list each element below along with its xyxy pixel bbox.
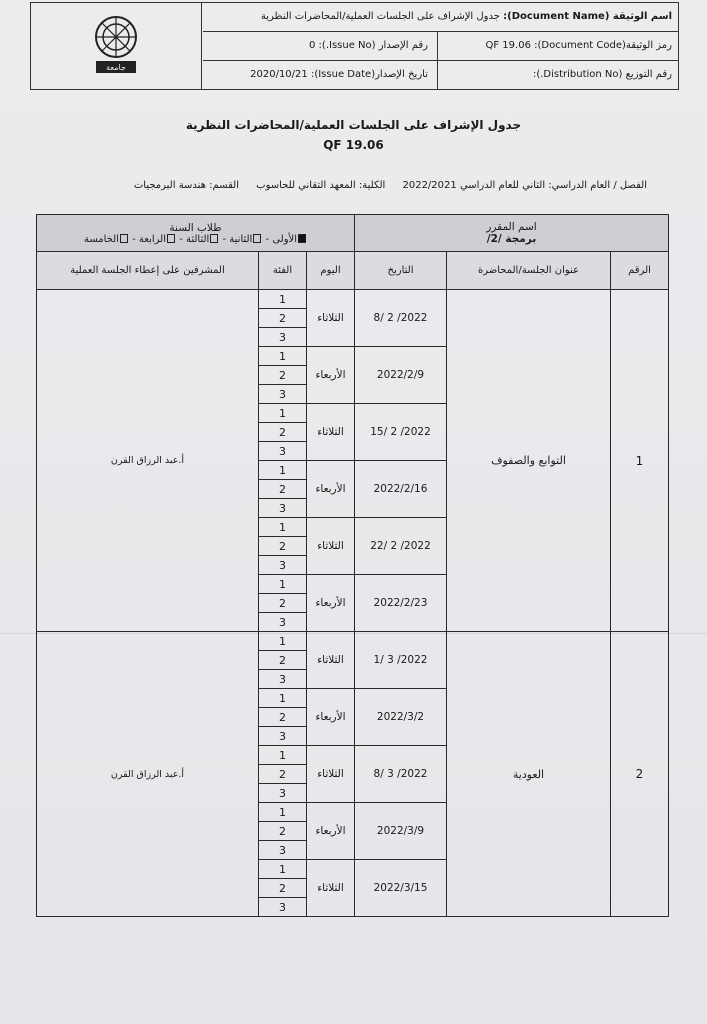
group-number: 1 (259, 632, 307, 651)
doc-name-value: جدول الإشراف على الجلسات العملية/المحاضرات النظرية (260, 11, 500, 22)
col-group-header: الفئة (259, 252, 307, 290)
session-date: 2022/3/9 (355, 803, 447, 860)
col-topic-header: عنوان الجلسة/المحاضرة (447, 252, 611, 290)
session-supervisor: أ.عبد الرزاق القرن (37, 290, 259, 632)
session-day: الثلاثاء (307, 290, 355, 347)
year-checkbox (298, 234, 306, 243)
year-checkbox (120, 234, 128, 243)
group-number: 1 (259, 461, 307, 480)
group-number: 3 (259, 442, 307, 461)
group-number: 3 (259, 727, 307, 746)
session-date: 2022/ 3 /1 (355, 632, 447, 689)
group-number: 3 (259, 328, 307, 347)
issue-date-label: تاريخ الإصدار(Issue Date): (310, 69, 428, 80)
group-number: 1 (259, 575, 307, 594)
year-checkbox (167, 234, 175, 243)
group-number: 2 (259, 309, 307, 328)
group-number: 1 (259, 803, 307, 822)
group-number: 2 (259, 765, 307, 784)
column-header-row (37, 252, 669, 290)
group-number: 2 (259, 366, 307, 385)
session-day: الثلاثاء (307, 860, 355, 917)
session-day: الأربعاء (307, 347, 355, 404)
year-checkbox (210, 234, 218, 243)
group-number: 2 (259, 822, 307, 841)
year-option-label: الأولى (272, 233, 298, 245)
year-option-label: الخامسة (83, 233, 119, 245)
distribution-row (203, 61, 678, 89)
session-date: 2022/ 2 /8 (355, 290, 447, 347)
course-value: برمجة /2/ (486, 233, 537, 245)
college-info: الكلية: المعهد التقاني للحاسوب (256, 180, 386, 191)
group-number: 2 (259, 594, 307, 613)
session-date: 2022/3/15 (355, 860, 447, 917)
university-logo (31, 3, 202, 89)
session-date: 2022/ 2 /15 (355, 404, 447, 461)
col-supervisors-header: المشرفين على إعطاء الجلسة العملية (37, 252, 259, 290)
session-number: 1 (611, 290, 669, 632)
session-day: الثلاثاء (307, 518, 355, 575)
group-number: 2 (259, 708, 307, 727)
group-number: 2 (259, 537, 307, 556)
group-number: 3 (259, 784, 307, 803)
doc-code-value: QF 19.06 (485, 40, 531, 51)
session-date: 2022/ 2 /22 (355, 518, 447, 575)
group-number: 1 (259, 746, 307, 765)
issue-date-value: 2020/10/21 (250, 69, 308, 80)
header-divider (437, 32, 438, 89)
group-number: 2 (259, 879, 307, 898)
doc-name-label: اسم الوثيقة (Document Name): (503, 11, 672, 22)
year-checkbox (253, 234, 261, 243)
group-number: 2 (259, 480, 307, 499)
group-number: 3 (259, 898, 307, 917)
session-number: 2 (611, 632, 669, 917)
group-number: 3 (259, 670, 307, 689)
schedule-table (36, 214, 669, 917)
session-date: 2022/2/9 (355, 347, 447, 404)
page-code: QF 19.06 (323, 138, 384, 152)
document-header (30, 2, 679, 90)
group-number: 1 (259, 347, 307, 366)
year-option-label: الثانية (229, 233, 253, 245)
col-day-header: اليوم (307, 252, 355, 290)
year-option-label: الرابعة (138, 233, 167, 245)
student-year-cell (37, 215, 355, 252)
course-row (37, 215, 669, 252)
course-info (120, 180, 647, 191)
group-number: 3 (259, 556, 307, 575)
session-supervisor: أ.عبد الرزاق القرن (37, 632, 259, 917)
course-label: اسم المقرر (486, 221, 537, 233)
session-day: الثلاثاء (307, 746, 355, 803)
session-day: الأربعاء (307, 689, 355, 746)
issue-no-value: 0 (308, 40, 316, 51)
distribution-label: رقم التوزيع (Distribution No.): (532, 69, 672, 80)
group-number: 1 (259, 689, 307, 708)
group-number: 1 (259, 404, 307, 423)
year-options: الأولى - الثانية - الثالثة - الرابعة - الخامسة (37, 234, 354, 245)
session-date: 2022/3/2 (355, 689, 447, 746)
session-day: الثلاثاء (307, 632, 355, 689)
group-number: 3 (259, 841, 307, 860)
session-topic: التوابع والصفوف (447, 290, 611, 632)
year-option-label: الثالثة (185, 233, 210, 245)
page-fold (0, 633, 707, 634)
group-number: 1 (259, 290, 307, 309)
university-seal-icon (86, 11, 146, 81)
doc-code-row (203, 32, 678, 61)
col-number-header: الرقم (611, 252, 669, 290)
col-date-header: التاريخ (355, 252, 447, 290)
table-row (37, 290, 669, 309)
session-date: 2022/2/16 (355, 461, 447, 518)
group-number: 1 (259, 518, 307, 537)
group-number: 3 (259, 613, 307, 632)
page-title: جدول الإشراف على الجلسات العملية/المحاضرات النظرية (185, 118, 522, 132)
session-day: الثلاثاء (307, 404, 355, 461)
doc-code-label: رمز الوثيقة(Document Code): (534, 40, 672, 51)
table-row (37, 632, 669, 651)
group-number: 3 (259, 499, 307, 518)
session-day: الأربعاء (307, 803, 355, 860)
session-day: الأربعاء (307, 461, 355, 518)
issue-no-label: رقم الإصدار (Issue No.): (318, 40, 428, 51)
course-cell (355, 215, 669, 252)
svg-text:جامعة: جامعة (106, 63, 126, 72)
semester-info: الفصل / العام الدراسي: الثاني للعام الدراسي 2022/2021 (402, 180, 647, 191)
session-day: الأربعاء (307, 575, 355, 632)
group-number: 1 (259, 860, 307, 879)
session-date: 2022/2/23 (355, 575, 447, 632)
year-label: طلاب السنة (169, 221, 222, 234)
session-date: 2022/ 3 /8 (355, 746, 447, 803)
session-topic: العودية (447, 632, 611, 917)
department-info: القسم: هندسة البرمجيات (133, 180, 239, 191)
group-number: 2 (259, 651, 307, 670)
doc-name-row (203, 3, 678, 32)
group-number: 2 (259, 423, 307, 442)
group-number: 3 (259, 385, 307, 404)
